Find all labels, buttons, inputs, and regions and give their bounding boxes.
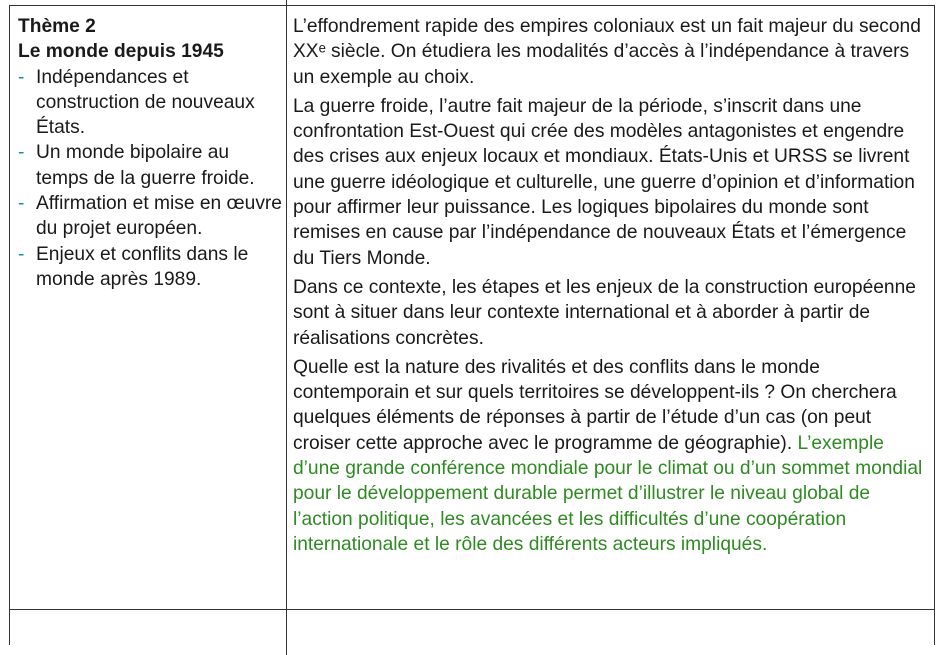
dash-bullet-icon: -	[18, 142, 25, 164]
paragraph-conflicts-example: L’exemple d’une grande conférence mondiale pour le climat ou d’un sommet mondial pour le développement durable permet d’illustrer le niveau global de l’action politique, les avancées et les difficultés d’une coopération internationale et le rôle des différents acteurs impliqués.	[293, 432, 923, 555]
paragraph-europe: Dans ce contexte, les étapes et les enjeux de la construction européenne sont à situer dans leur contexte international et à aborder à partir de réalisations concrètes.	[293, 276, 916, 349]
table-bottom-rule	[10, 609, 934, 610]
list-item-text: Enjeux et conflits dans le monde après 1989.	[36, 243, 249, 290]
dash-bullet-icon: -	[18, 243, 25, 265]
dash-bullet-icon: -	[18, 66, 25, 88]
list-item	[18, 140, 284, 191]
program-table	[9, 5, 935, 645]
column-divider	[286, 0, 287, 655]
table-top-rule	[10, 5, 934, 6]
paragraph-conflicts	[293, 355, 929, 557]
list-item-text: Indépendances et construction de nouveaux États.	[36, 66, 255, 139]
list-item	[18, 65, 284, 141]
list-item	[18, 191, 284, 242]
paragraph-cold-war: La guerre froide, l’autre fait majeur de la période, s’inscrit dans une confrontation Est-Ouest qui crée des modèles antagonistes et engendre des crises aux enjeux locaux et mondiaux. États-Unis et URSS se livrent une guerre idéologique et culturelle, une guerre d’opinion et d’information pour affirmer leur puissance. Les logiques bipolaires du monde sont remises en cause par l’indépendance de nouveaux États et l’émergence du Tiers Monde.	[293, 95, 915, 269]
theme-label: Thème 2	[18, 16, 96, 37]
theme-cell	[18, 14, 284, 292]
description-cell	[293, 14, 929, 561]
list-item	[18, 242, 284, 293]
paragraph-conflicts-text: Quelle est la nature des rivalités et des conflits dans le monde contemporain et sur quels territoires se développent-ils ? On cherchera quelques éléments de réponses à partir de l’étude d’un cas (on peut croiser cette approche avec le programme de géographie).	[293, 356, 897, 454]
theme-items	[18, 65, 284, 293]
list-item-text: Affirmation et mise en œuvre du projet européen.	[36, 193, 282, 240]
paragraph-decolonization: L’effondrement rapide des empires coloniaux est un fait majeur du second XXᵉ siècle. On étudiera les modalités d’accès à l’indépendance à travers un exemple au choix.	[293, 16, 921, 88]
theme-title: Le monde depuis 1945	[18, 41, 224, 63]
dash-bullet-icon: -	[18, 193, 25, 215]
list-item-text: Un monde bipolaire au temps de la guerre froide.	[36, 142, 255, 189]
